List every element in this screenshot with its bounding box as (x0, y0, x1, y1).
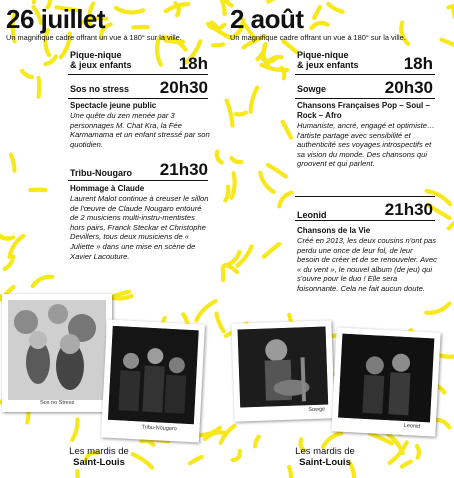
squiggle-stroke (281, 68, 284, 78)
event-description: Laurent Malot continue à creuser le sillon de l'œuvre de Claude Nougaro entouré de 2 musiciens multi-instru-mentistes hors pairs, Franck Steckar et Christophe Devillers, tous deux musiciens de « Juliette » dans une mise en scène de Xavier Lacouture. (70, 194, 209, 261)
squiggle-stroke (227, 100, 233, 125)
event-time: 20h30 (384, 78, 433, 97)
squiggle-stroke (232, 173, 235, 197)
squiggle-stroke (22, 71, 32, 77)
divider (295, 196, 435, 197)
photo-leonid (331, 327, 440, 436)
squiggle-stroke (232, 158, 242, 162)
squiggle-stroke (196, 301, 215, 320)
footer-logo-right (270, 446, 380, 468)
squiggle-stroke (287, 467, 291, 478)
squiggle-stroke (39, 78, 40, 97)
squiggle-stroke (34, 0, 37, 2)
squiggle-stroke (283, 122, 291, 138)
squiggle-stroke (190, 457, 202, 464)
event-name: Sowge (297, 84, 327, 94)
photo-sos-no-stress (2, 294, 112, 412)
divider (295, 220, 435, 221)
photo-caption: Tribu-Nougaro (141, 424, 177, 433)
squiggle-stroke (116, 8, 143, 13)
divider (68, 74, 208, 75)
event-name: Tribu-Nougaro (70, 168, 132, 178)
squiggle-stroke (268, 165, 286, 177)
divider (68, 180, 208, 181)
squiggle-stroke (442, 40, 454, 50)
squiggle-stroke (283, 41, 296, 52)
event-subtitle: Chansons Françaises Pop – Soul – Rock – Afro (297, 101, 430, 120)
event-name: Pique-nique & jeux enfants (297, 50, 359, 70)
squiggle-stroke (0, 232, 13, 239)
event-description: Une quête du zen menée par 3 personnages M. Chat Kra, la Fée Karmamama et un enfant stressé par son quotidien. (70, 111, 210, 149)
event-time: 18h (178, 54, 208, 73)
squiggle-stroke (219, 0, 225, 14)
event-time: 21h30 (384, 200, 433, 219)
footer-logo-left (44, 446, 154, 468)
squiggle-stroke (255, 437, 259, 447)
squiggle-stroke (46, 56, 57, 64)
squiggle-stroke (33, 277, 53, 286)
footer-line1: Les mardis de (295, 446, 355, 457)
squiggle-stroke (112, 296, 132, 298)
squiggle-stroke (426, 304, 449, 313)
event-time: 20h30 (159, 78, 208, 97)
event-time: 21h30 (159, 160, 208, 179)
divider (295, 74, 435, 75)
photo-image (8, 300, 106, 400)
event-time: 18h (403, 54, 433, 73)
event-subtitle: Chansons de la Vie (297, 226, 371, 235)
footer-line2: Saint-Louis (73, 457, 125, 468)
squiggle-stroke (417, 446, 419, 458)
squiggle-stroke (449, 0, 454, 8)
photo-caption: Leonid (403, 422, 421, 430)
squiggle-stroke (225, 187, 228, 201)
tagline: Un magnifique cadre offrant un vue à 180° sur la ville. (6, 33, 182, 42)
photo-caption: Sos no Stress (40, 400, 75, 406)
squiggle-stroke (72, 419, 77, 440)
event-name: Sos no stress (70, 84, 130, 94)
squiggle-stroke (328, 4, 342, 12)
squiggle-stroke (268, 0, 281, 2)
event-subtitle: Hommage à Claude (70, 184, 145, 193)
photo-caption: Sowge (308, 406, 326, 414)
photo-image (238, 326, 329, 407)
footer-line1: Les mardis de (69, 446, 129, 457)
squiggle-stroke (279, 193, 291, 207)
event-description: Créé en 2013, les deux cousins n'ont pas perdu une once de leur fol, de leur besoin de créer et de se renouveler. Avec « du vent », le nouvel album (de jeu) qui s'ouvre pour le duo ! Elle sera foisonnante. Cela ne fait aucun doute. (297, 236, 437, 293)
squiggle-stroke (217, 152, 222, 163)
squiggle-stroke (175, 3, 178, 15)
squiggle-stroke (251, 88, 258, 112)
squiggle-stroke (77, 471, 79, 478)
photo-image (108, 326, 199, 424)
photo-image (338, 334, 434, 423)
squiggle-stroke (314, 7, 320, 18)
squiggle-stroke (311, 23, 327, 28)
date-heading: 2 août (230, 4, 304, 34)
squiggle-stroke (236, 113, 246, 115)
photo-sowge (231, 320, 334, 421)
squiggle-stroke (402, 462, 411, 467)
event-subtitle: Spectacle jeune public (70, 101, 157, 110)
event-name: Leonid (297, 210, 327, 220)
footer-line2: Saint-Louis (299, 457, 351, 468)
squiggle-stroke (213, 45, 223, 46)
squiggle-stroke (216, 314, 223, 332)
squiggle-stroke (225, 265, 237, 272)
squiggle-stroke (264, 244, 279, 257)
event-description: Humaniste, ancré, engagé et optimiste… l'artiste partage avec sensibilité et authenticité ses voyages introspectifs et sa vision du monde. Des chansons qui groovent et qui parlent. (297, 121, 435, 169)
squiggle-stroke (260, 173, 274, 192)
divider (68, 98, 208, 99)
divider (295, 98, 435, 99)
photo-tribu-nougaro (101, 320, 205, 443)
squiggle-stroke (323, 433, 341, 447)
event-name: Pique-nique & jeux enfants (70, 50, 132, 70)
date-heading: 26 juillet (6, 4, 106, 34)
squiggle-stroke (233, 451, 240, 460)
squiggle-stroke (223, 268, 224, 280)
tagline: Un magnifique cadre offrant un vue à 180° sur la ville. (230, 33, 406, 42)
squiggle-stroke (11, 155, 15, 171)
